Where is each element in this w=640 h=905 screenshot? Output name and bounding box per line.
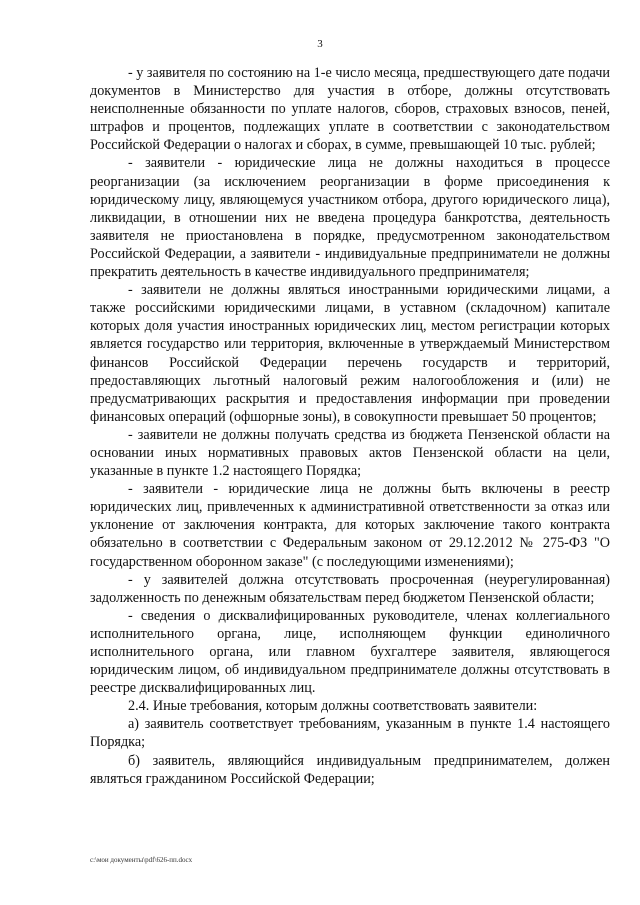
paragraph-overdue-debt: - у заявителей должна отсутствовать просроченная (неурегулированная) задолженность по денежным обязательствам перед бюджетом Пензенской области;: [90, 571, 610, 606]
document-body: [90, 64, 610, 788]
paragraph-reorganization: - заявители - юридические лица не должны находиться в процессе реорганизации (за исключением реорганизации в форме присоединения к юридическому лицу, являющемуся участником отбора, другого юридического лица), ликвидации, в отношении них не введена процедура банкротства, деятельность заявителя не приостановлена в порядке, предусмотренном законодательством Российской Федерации, а заявители - индивидуальные предприниматели не должны прекратить деятельность в качестве индивидуального предпринимателя;: [90, 155, 610, 281]
section-heading-2-4: 2.4. Иные требования, которым должны соответствовать заявители:: [128, 698, 538, 715]
paragraph-tax-debt: - у заявителя по состоянию на 1-е число месяца, предшествующего дате подачи документов в Министерство для участия в отборе, должны отсутствовать неисполненные обязанности по уплате налогов, сборов, страховых взносов, пеней, штрафов и процентов, подлежащих уплате в соответствии с законодательством Российской Федерации о налогах и сборах, в сумме, превышающей 10 тыс. рублей;: [90, 65, 610, 154]
footer-file-path: c:\мои документы\pdf\626-пп.docx: [90, 856, 193, 864]
page-number: 3: [317, 38, 323, 50]
paragraph-item-b: б) заявитель, являющийся индивидуальным предпринимателем, должен являться гражданином Российской Федерации;: [90, 752, 610, 787]
paragraph-foreign-entities: - заявители не должны являться иностранными юридическими лицами, а также российскими юридическими лицами, в уставном (складочном) капитале которых доля участия иностранных юридических лиц, местом регистрации которых является государство или территория, включенные в утверждаемый Министерством финансов Российской Федерации перечень государств и территорий, предоставляющих льготный налоговый режим налогообложения и (или) не предусматривающих раскрытия и предоставления информации при проведении финансовых операций (офшорные зоны), в совокупности превышает 50 процентов;: [90, 282, 610, 425]
paragraph-defense-order-registry: - заявители - юридические лица не должны быть включены в реестр юридических лиц, привлеченных к административной ответственности за отказ или уклонение от заключения контракта, для которых заключение такого контракта обязательно в соответствии с Федеральным законом от 29.12.2012 № 275-ФЗ "О государственном оборонном заказе" (с последующими изменениями);: [90, 481, 610, 570]
paragraph-budget-funds: - заявители не должны получать средства из бюджета Пензенской области на основании иных нормативных правовых актов Пензенской области на цели, указанные в пункте 1.2 настоящего Порядка;: [90, 426, 610, 480]
paragraph-item-a: а) заявитель соответствует требованиям, указанным в пункте 1.4 настоящего Порядка;: [90, 716, 610, 751]
paragraph-disqualified-persons: - сведения о дисквалифицированных руководителе, членах коллегиального исполнительного органа, лице, исполняющем функции единоличного исполнительного органа, или главном бухгалтере заявителя, являющегося юридическим лицом, об индивидуальном предпринимателе должны отсутствовать в реестре дисквалифицированных лиц.: [90, 607, 610, 697]
